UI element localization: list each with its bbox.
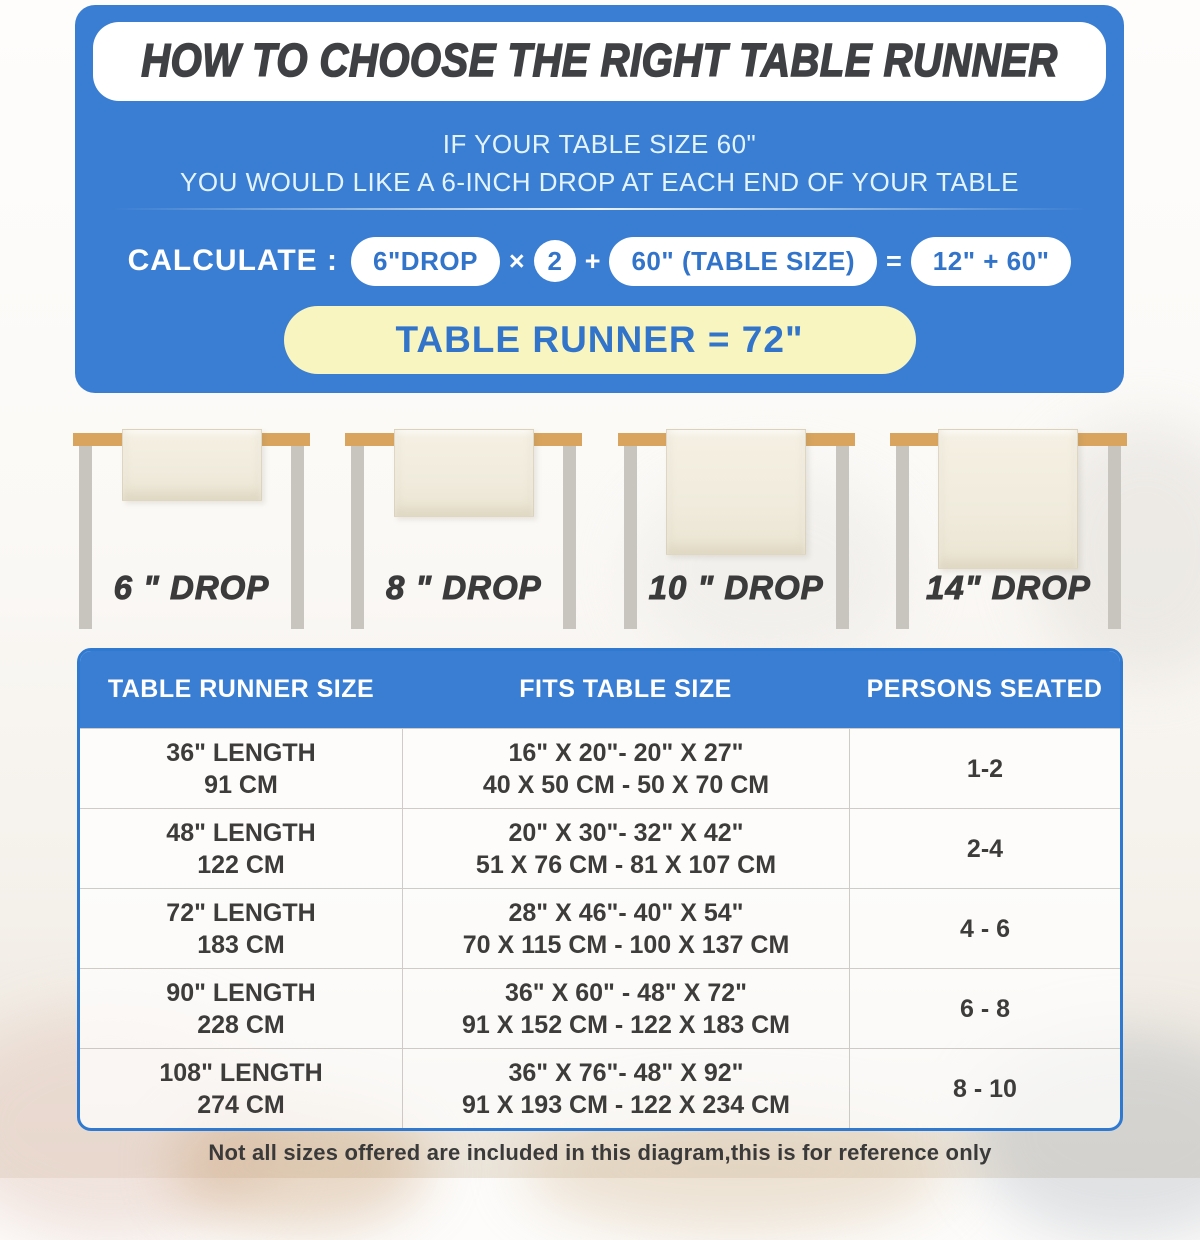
fits-cm: 51 X 76 CM - 81 X 107 CM	[475, 850, 777, 879]
persons-value: 8 - 10	[953, 1074, 1017, 1103]
multiply-sign: ×	[508, 245, 525, 276]
persons-value: 1-2	[966, 754, 1004, 783]
footer-note: Not all sizes offered are included in this diagram,this is for reference only	[208, 1140, 992, 1165]
persons-cell	[849, 729, 1120, 808]
plus-sign: +	[584, 245, 601, 276]
fits-cm: 91 X 193 CM - 122 X 234 CM	[462, 1090, 790, 1119]
runner-length-cm: 228 CM	[197, 1010, 285, 1039]
title-box	[93, 22, 1106, 101]
runner-size-cell	[80, 729, 402, 808]
persons-value: 2-4	[966, 834, 1004, 863]
fits-inches: 16" X 20"- 20" X 27"	[508, 738, 744, 767]
table-runner	[666, 429, 806, 555]
persons-cell	[849, 809, 1120, 888]
table-row	[80, 808, 1120, 888]
table-size-pill: 60" (TABLE SIZE)	[609, 237, 877, 286]
fits-cm: 40 X 50 CM - 50 X 70 CM	[482, 770, 770, 799]
header-cell-persons: PERSONS SEATED	[866, 675, 1103, 703]
calc-label: CALCULATE :	[127, 244, 338, 277]
persons-cell	[849, 1049, 1120, 1128]
table-row	[80, 1048, 1120, 1128]
runner-length-cm: 122 CM	[197, 850, 285, 879]
fits-inches: 20" X 30"- 32" X 42"	[508, 818, 744, 847]
fits-inches: 28" X 46"- 40" X 54"	[508, 898, 744, 927]
fits-inches: 36" X 60" - 48" X 72"	[505, 978, 747, 1007]
runner-length-cm: 183 CM	[197, 930, 285, 959]
drop-label: 6 " DROP	[113, 569, 270, 606]
hero-panel	[75, 5, 1124, 393]
runner-length: 36" LENGTH	[166, 738, 316, 767]
result-pill: TABLE RUNNER = 72"	[284, 306, 916, 374]
fits-size-cell	[402, 1049, 849, 1128]
fits-inches: 36" X 76"- 48" X 92"	[508, 1058, 744, 1087]
drop-example-6in	[73, 403, 310, 643]
fits-cm: 91 X 152 CM - 122 X 183 CM	[462, 1010, 790, 1039]
multiplier-circle: 2	[534, 240, 576, 282]
header-cell-runner-size: TABLE RUNNER SIZE	[107, 675, 375, 703]
header-cell-fits-size: FITS TABLE SIZE	[519, 675, 732, 703]
table-row	[80, 888, 1120, 968]
runner-length: 108" LENGTH	[159, 1058, 323, 1087]
runner-length-cm: 274 CM	[197, 1090, 285, 1119]
calc-row	[75, 235, 1124, 287]
size-table	[77, 648, 1123, 1131]
fits-size-cell	[402, 729, 849, 808]
persons-value: 4 - 6	[959, 914, 1011, 943]
table-header-row	[80, 651, 1120, 728]
table-runner	[394, 429, 534, 517]
persons-value: 6 - 8	[959, 994, 1011, 1023]
runner-size-cell	[80, 809, 402, 888]
page-title: HOW TO CHOOSE THE RIGHT TABLE RUNNER	[141, 35, 1058, 87]
drop-pill: 6"DROP	[351, 237, 500, 286]
table-runner	[938, 429, 1078, 569]
drop-example-8in	[345, 403, 582, 643]
runner-length: 48" LENGTH	[166, 818, 316, 847]
runner-length-cm: 91 CM	[204, 770, 278, 799]
runner-size-cell	[80, 969, 402, 1048]
sum-pill: 12" + 60"	[911, 237, 1072, 286]
drop-label: 14" DROP	[926, 569, 1091, 606]
table-row	[80, 968, 1120, 1048]
drop-example-14in	[890, 403, 1127, 643]
subtitle-line-1: IF YOUR TABLE SIZE 60"	[442, 129, 757, 159]
fits-size-cell	[402, 809, 849, 888]
drop-examples-section	[73, 403, 1127, 643]
fits-cm: 70 X 115 CM - 100 X 137 CM	[462, 930, 790, 959]
runner-size-cell	[80, 889, 402, 968]
drop-label: 8 " DROP	[385, 569, 542, 606]
runner-length: 90" LENGTH	[166, 978, 316, 1007]
persons-cell	[849, 969, 1120, 1048]
drop-example-10in	[618, 403, 855, 643]
equals-sign: =	[886, 245, 902, 276]
persons-cell	[849, 889, 1120, 968]
table-row	[80, 728, 1120, 808]
fits-size-cell	[402, 969, 849, 1048]
runner-size-cell	[80, 1049, 402, 1128]
runner-length: 72" LENGTH	[166, 898, 316, 927]
subtitle-line-2: YOU WOULD LIKE A 6-INCH DROP AT EACH END OF YOUR TABLE	[180, 167, 1019, 197]
drop-label: 10 " DROP	[648, 569, 824, 606]
fits-size-cell	[402, 889, 849, 968]
table-runner	[122, 429, 262, 501]
hero-divider	[113, 208, 1086, 210]
